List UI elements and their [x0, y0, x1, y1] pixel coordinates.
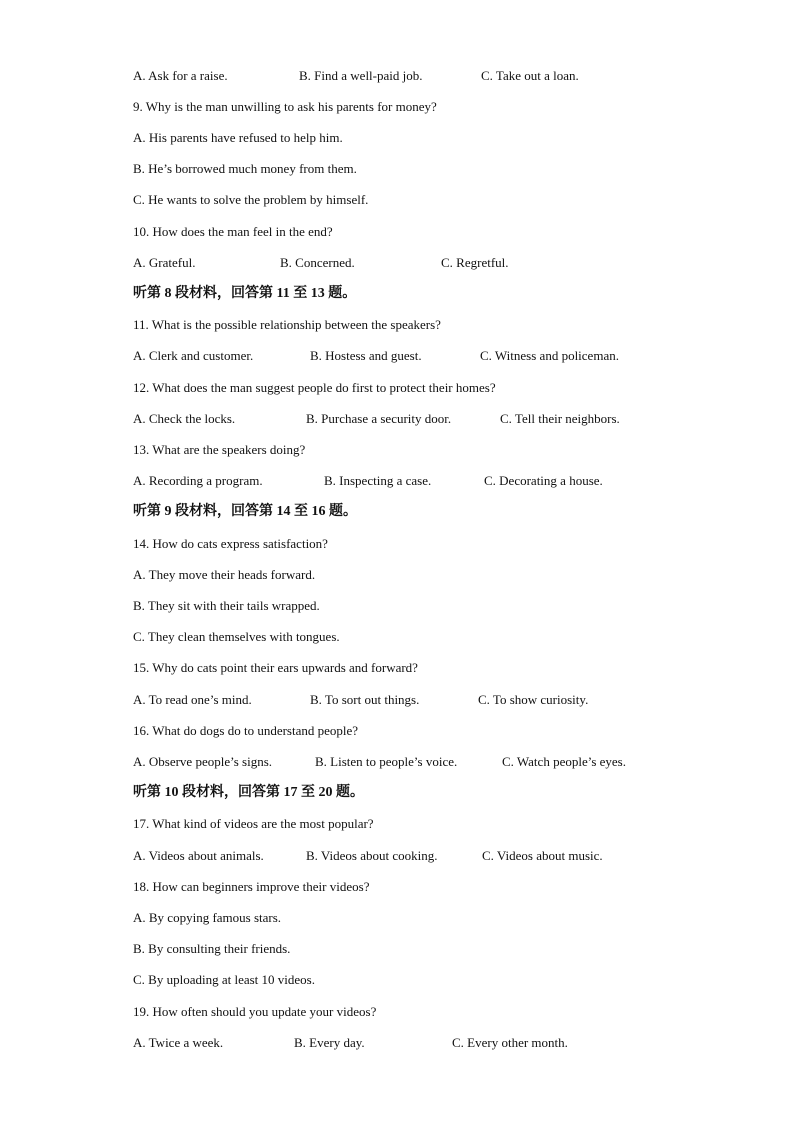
- option-a: A. Observe people’s signs.: [133, 754, 273, 769]
- option-b: B. Every day.: [294, 1035, 365, 1050]
- question-15: 15. Why do cats point their ears upwards and forward?: [133, 660, 418, 675]
- option-a: A. Check the locks.: [133, 411, 236, 426]
- option-a: A. By copying famous stars.: [133, 910, 282, 925]
- option-b: B. Videos about cooking.: [306, 848, 438, 863]
- question-13: 13. What are the speakers doing?: [133, 442, 306, 457]
- question-19: 19. How often should you update your videos?: [133, 1004, 377, 1019]
- option-c: C. Every other month.: [452, 1035, 568, 1050]
- option-c: C. By uploading at least 10 videos.: [133, 972, 315, 987]
- option-c: C. Witness and policeman.: [480, 348, 619, 363]
- option-a: A. Twice a week.: [133, 1035, 224, 1050]
- option-a: A. Grateful.: [133, 255, 196, 270]
- option-b: B. Listen to people’s voice.: [315, 754, 458, 769]
- option-c: C. Take out a loan.: [481, 68, 579, 83]
- question-12: 12. What does the man suggest people do first to protect their homes?: [133, 380, 496, 395]
- option-b: B. Inspecting a case.: [324, 473, 432, 488]
- option-a: A. To read one’s mind.: [133, 692, 252, 707]
- option-b: B. They sit with their tails wrapped.: [133, 598, 320, 613]
- section-heading-8: 听第 8 段材料，回答第 11 至 13 题。: [133, 286, 357, 301]
- option-c: C. Watch people’s eyes.: [502, 754, 626, 769]
- option-a: A. His parents have refused to help him.: [133, 130, 343, 145]
- question-16: 16. What do dogs do to understand people?: [133, 723, 359, 738]
- question-17: 17. What kind of videos are the most popular?: [133, 816, 374, 831]
- option-c: C. Regretful.: [441, 255, 509, 270]
- option-b: B. Hostess and guest.: [310, 348, 422, 363]
- option-c: C. Tell their neighbors.: [500, 411, 620, 426]
- option-a: A. They move their heads forward.: [133, 567, 316, 582]
- question-18: 18. How can beginners improve their videos?: [133, 879, 370, 894]
- question-10: 10. How does the man feel in the end?: [133, 224, 333, 239]
- option-a: A. Clerk and customer.: [133, 348, 254, 363]
- option-c: C. Videos about music.: [482, 848, 603, 863]
- option-b: B. Purchase a security door.: [306, 411, 452, 426]
- option-a: A. Recording a program.: [133, 473, 263, 488]
- option-b: B. Concerned.: [280, 255, 355, 270]
- question-9: 9. Why is the man unwilling to ask his parents for money?: [133, 99, 437, 114]
- option-b: B. Find a well-paid job.: [299, 68, 423, 83]
- option-b: B. To sort out things.: [310, 692, 420, 707]
- option-a: A. Videos about animals.: [133, 848, 264, 863]
- option-c: C. To show curiosity.: [478, 692, 589, 707]
- question-11: 11. What is the possible relationship between the speakers?: [133, 317, 441, 332]
- question-14: 14. How do cats express satisfaction?: [133, 536, 328, 551]
- option-c: C. Decorating a house.: [484, 473, 603, 488]
- section-heading-9: 听第 9 段材料，回答第 14 至 16 题。: [133, 504, 357, 519]
- option-c: C. He wants to solve the problem by himself.: [133, 192, 369, 207]
- option-b: B. He’s borrowed much money from them.: [133, 161, 357, 176]
- option-b: B. By consulting their friends.: [133, 941, 291, 956]
- option-a: A. Ask for a raise.: [133, 68, 228, 83]
- section-heading-10: 听第 10 段材料，回答第 17 至 20 题。: [133, 785, 364, 800]
- option-c: C. They clean themselves with tongues.: [133, 629, 340, 644]
